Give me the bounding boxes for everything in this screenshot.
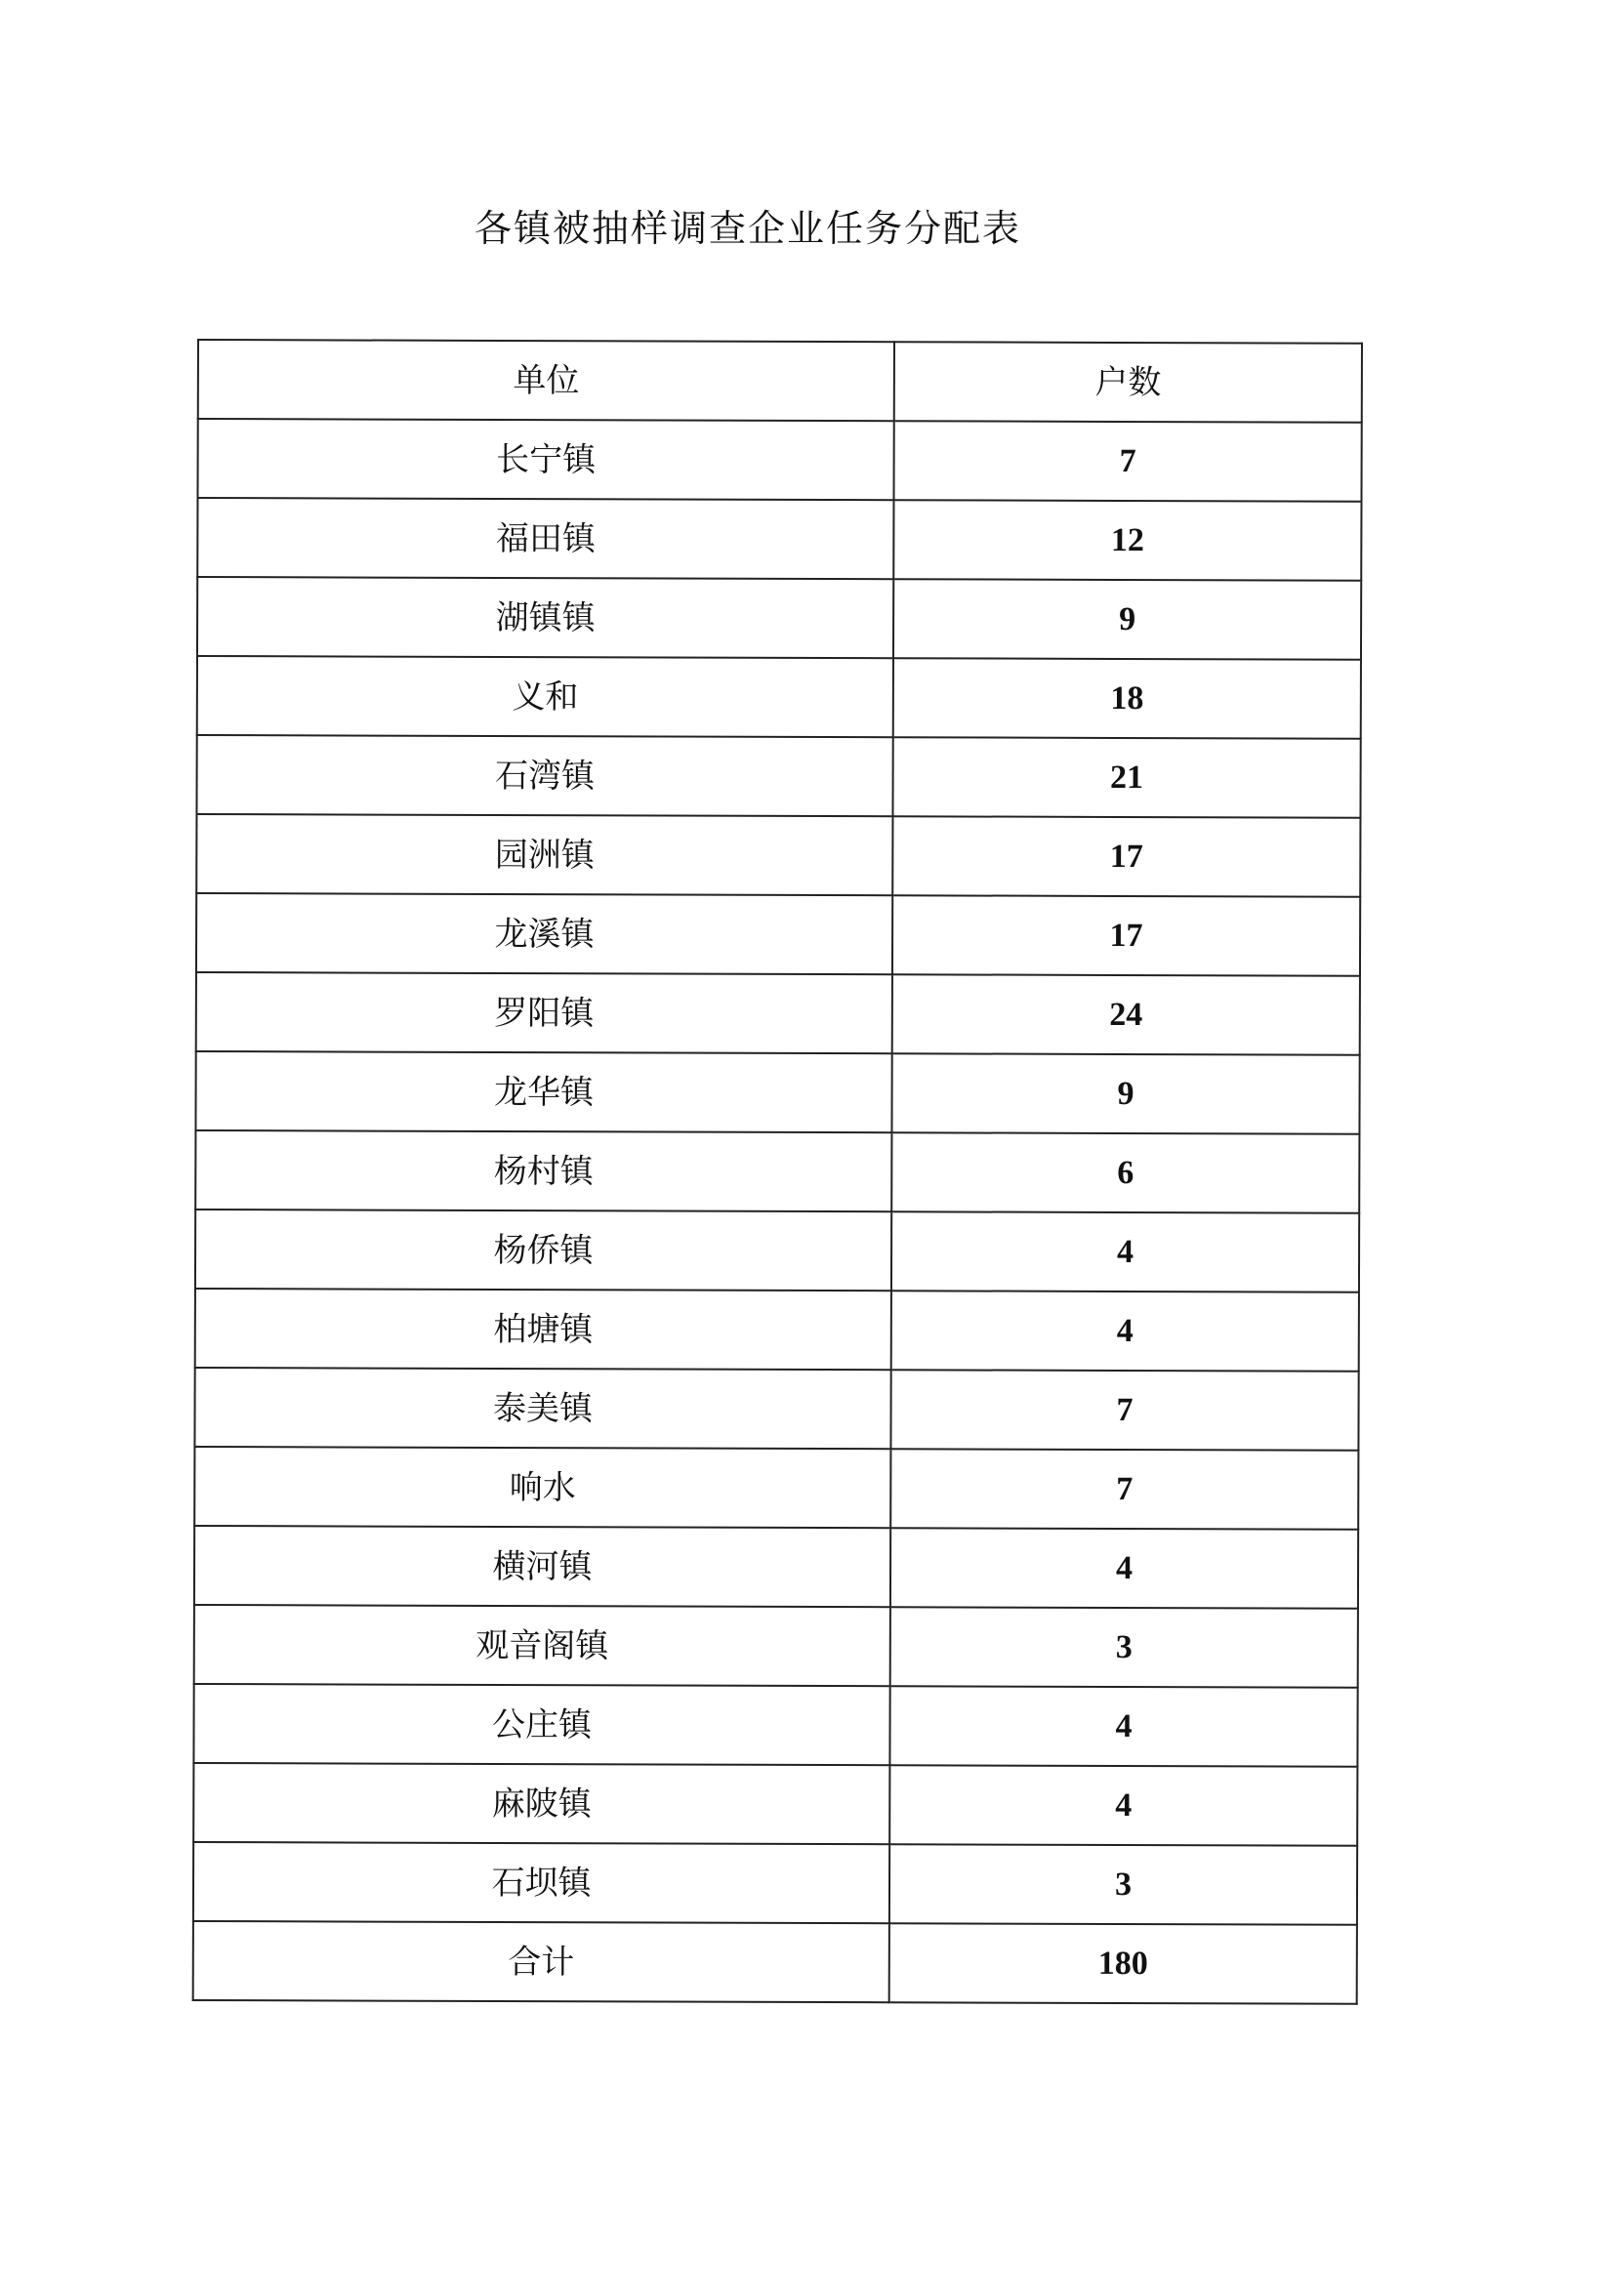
header-count: 户数	[894, 342, 1362, 423]
count-cell: 3	[890, 1607, 1358, 1688]
count-cell: 4	[889, 1686, 1357, 1767]
table-row	[195, 1210, 1359, 1292]
unit-cell: 响水	[194, 1447, 890, 1528]
unit-cell: 麻陂镇	[193, 1763, 889, 1844]
table-row	[197, 498, 1361, 581]
unit-cell: 龙溪镇	[196, 893, 892, 974]
table-row	[195, 1289, 1359, 1372]
table-row	[194, 1526, 1358, 1609]
unit-cell: 石湾镇	[196, 735, 892, 816]
unit-cell: 石坝镇	[193, 1842, 889, 1923]
count-cell: 4	[891, 1291, 1359, 1372]
table-header-row	[198, 340, 1362, 423]
table-row	[197, 419, 1361, 502]
table-row	[194, 1368, 1358, 1451]
table-row	[193, 1842, 1357, 1925]
unit-cell: 罗阳镇	[196, 972, 892, 1053]
allocation-table	[192, 339, 1363, 2005]
table-row	[196, 972, 1360, 1055]
unit-cell: 福田镇	[197, 498, 893, 579]
document-title: 各镇被抽样调查企业任务分配表	[474, 207, 1021, 250]
table-row	[194, 1447, 1358, 1530]
unit-cell: 柏塘镇	[195, 1289, 891, 1370]
unit-cell: 杨侨镇	[195, 1210, 891, 1291]
unit-cell: 长宁镇	[197, 419, 893, 500]
table-row	[195, 1051, 1359, 1134]
count-cell: 21	[892, 737, 1360, 818]
unit-cell: 杨村镇	[195, 1130, 891, 1211]
unit-cell: 公庄镇	[193, 1684, 889, 1765]
count-cell: 9	[891, 1053, 1359, 1134]
unit-cell: 湖镇镇	[197, 577, 893, 658]
count-cell: 9	[893, 579, 1361, 660]
table-body	[193, 419, 1362, 2004]
table-row	[193, 1763, 1357, 1846]
count-cell: 7	[890, 1370, 1358, 1451]
table-row	[196, 735, 1360, 818]
unit-cell: 园洲镇	[196, 814, 892, 895]
count-cell: 6	[891, 1132, 1359, 1213]
unit-cell: 观音阁镇	[194, 1605, 890, 1686]
table-row	[196, 814, 1360, 897]
table-row	[193, 1684, 1357, 1767]
header-unit: 单位	[198, 340, 894, 421]
table-row	[197, 656, 1361, 739]
count-cell: 4	[889, 1765, 1357, 1846]
table-total-row	[193, 1921, 1357, 2004]
count-cell: 17	[892, 816, 1360, 897]
unit-cell: 泰美镇	[194, 1368, 890, 1449]
table-row	[194, 1605, 1358, 1688]
count-cell: 24	[892, 974, 1360, 1055]
count-cell: 17	[892, 895, 1360, 976]
count-cell: 4	[890, 1528, 1358, 1609]
count-cell: 3	[889, 1844, 1357, 1925]
total-count: 180	[889, 1923, 1357, 2004]
count-cell: 4	[891, 1211, 1359, 1292]
count-cell: 7	[893, 421, 1361, 502]
table-row	[197, 577, 1361, 660]
table-row	[195, 1130, 1359, 1213]
count-cell: 18	[893, 658, 1361, 739]
unit-cell: 横河镇	[194, 1526, 890, 1607]
unit-cell: 义和	[197, 656, 893, 737]
total-label: 合计	[193, 1921, 889, 2002]
unit-cell: 龙华镇	[195, 1051, 891, 1132]
count-cell: 7	[890, 1449, 1358, 1530]
table-row	[196, 893, 1360, 976]
count-cell: 12	[893, 500, 1361, 581]
